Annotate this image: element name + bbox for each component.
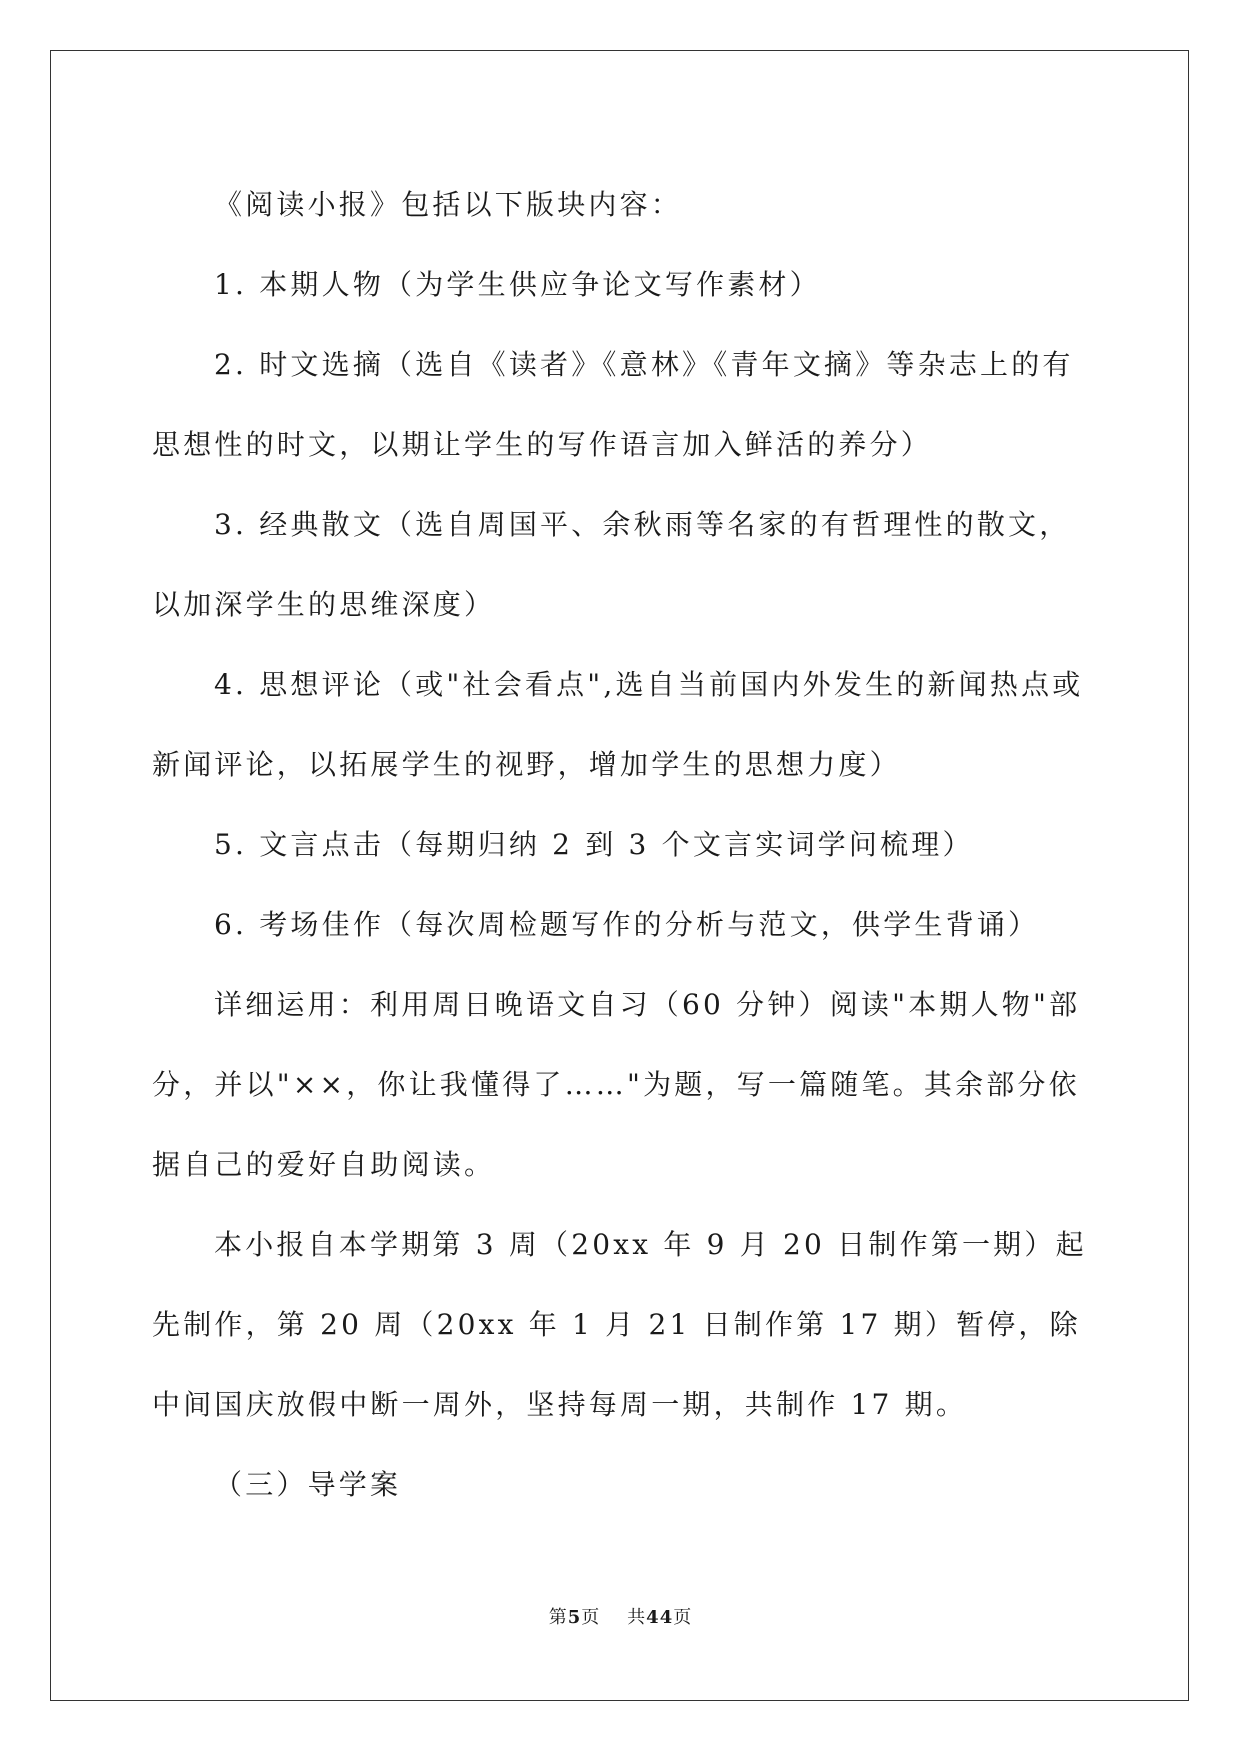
document-body <box>152 165 1090 1525</box>
footer-page-number: 5 <box>567 1607 582 1628</box>
footer-page-suffix: 页 <box>581 1607 601 1628</box>
paragraph-item-2: 2. 时文选摘（选自《读者》《意林》《青年文摘》等杂志上的有思想性的时文，以期让学生的写作语言加入鲜活的养分） <box>152 348 1074 461</box>
paragraph-item-3: 3. 经典散文（选自周国平、余秋雨等名家的有哲理性的散文，以加深学生的思维深度） <box>152 508 1071 621</box>
paragraph-usage: 详细运用：利用周日晚语文自习（60 分钟）阅读"本期人物"部分，并以"××，你让我懂得了……"为题，写一篇随笔。其余部分依据自己的爱好自助阅读。 <box>152 988 1081 1181</box>
section-heading: （三）导学案 <box>214 1468 402 1501</box>
paragraph-schedule: 本小报自本学期第 3 周（20xx 年 9 月 20 日制作第一期）起先制作，第 20 周（20xx 年 1 月 21 日制作第 17 期）暂停，除中间国庆放假中断一周外，坚持每周一期，共制作 17 期。 <box>152 1228 1087 1421</box>
paragraph-item-6: 6. 考场佳作（每次周检题写作的分析与范文，供学生背诵） <box>214 908 1040 941</box>
paragraph-intro: 《阅读小报》包括以下版块内容： <box>214 188 683 221</box>
paragraph-item-1: 1. 本期人物（为学生供应争论文写作素材） <box>214 268 821 301</box>
paragraph-item-5: 5. 文言点击（每期归纳 2 到 3 个文言实词学问梳理） <box>214 828 974 861</box>
footer-total-suffix: 页 <box>673 1607 693 1628</box>
footer-page-prefix: 第 <box>548 1607 568 1628</box>
footer-total-prefix: 共 <box>627 1607 647 1628</box>
footer-total-number: 44 <box>646 1607 674 1628</box>
paragraph-item-4: 4. 思想评论（或"社会看点",选自当前国内外发生的新闻热点或新闻评论，以拓展学生的视野，增加学生的思想力度） <box>152 668 1084 781</box>
page-footer <box>0 1603 1241 1629</box>
